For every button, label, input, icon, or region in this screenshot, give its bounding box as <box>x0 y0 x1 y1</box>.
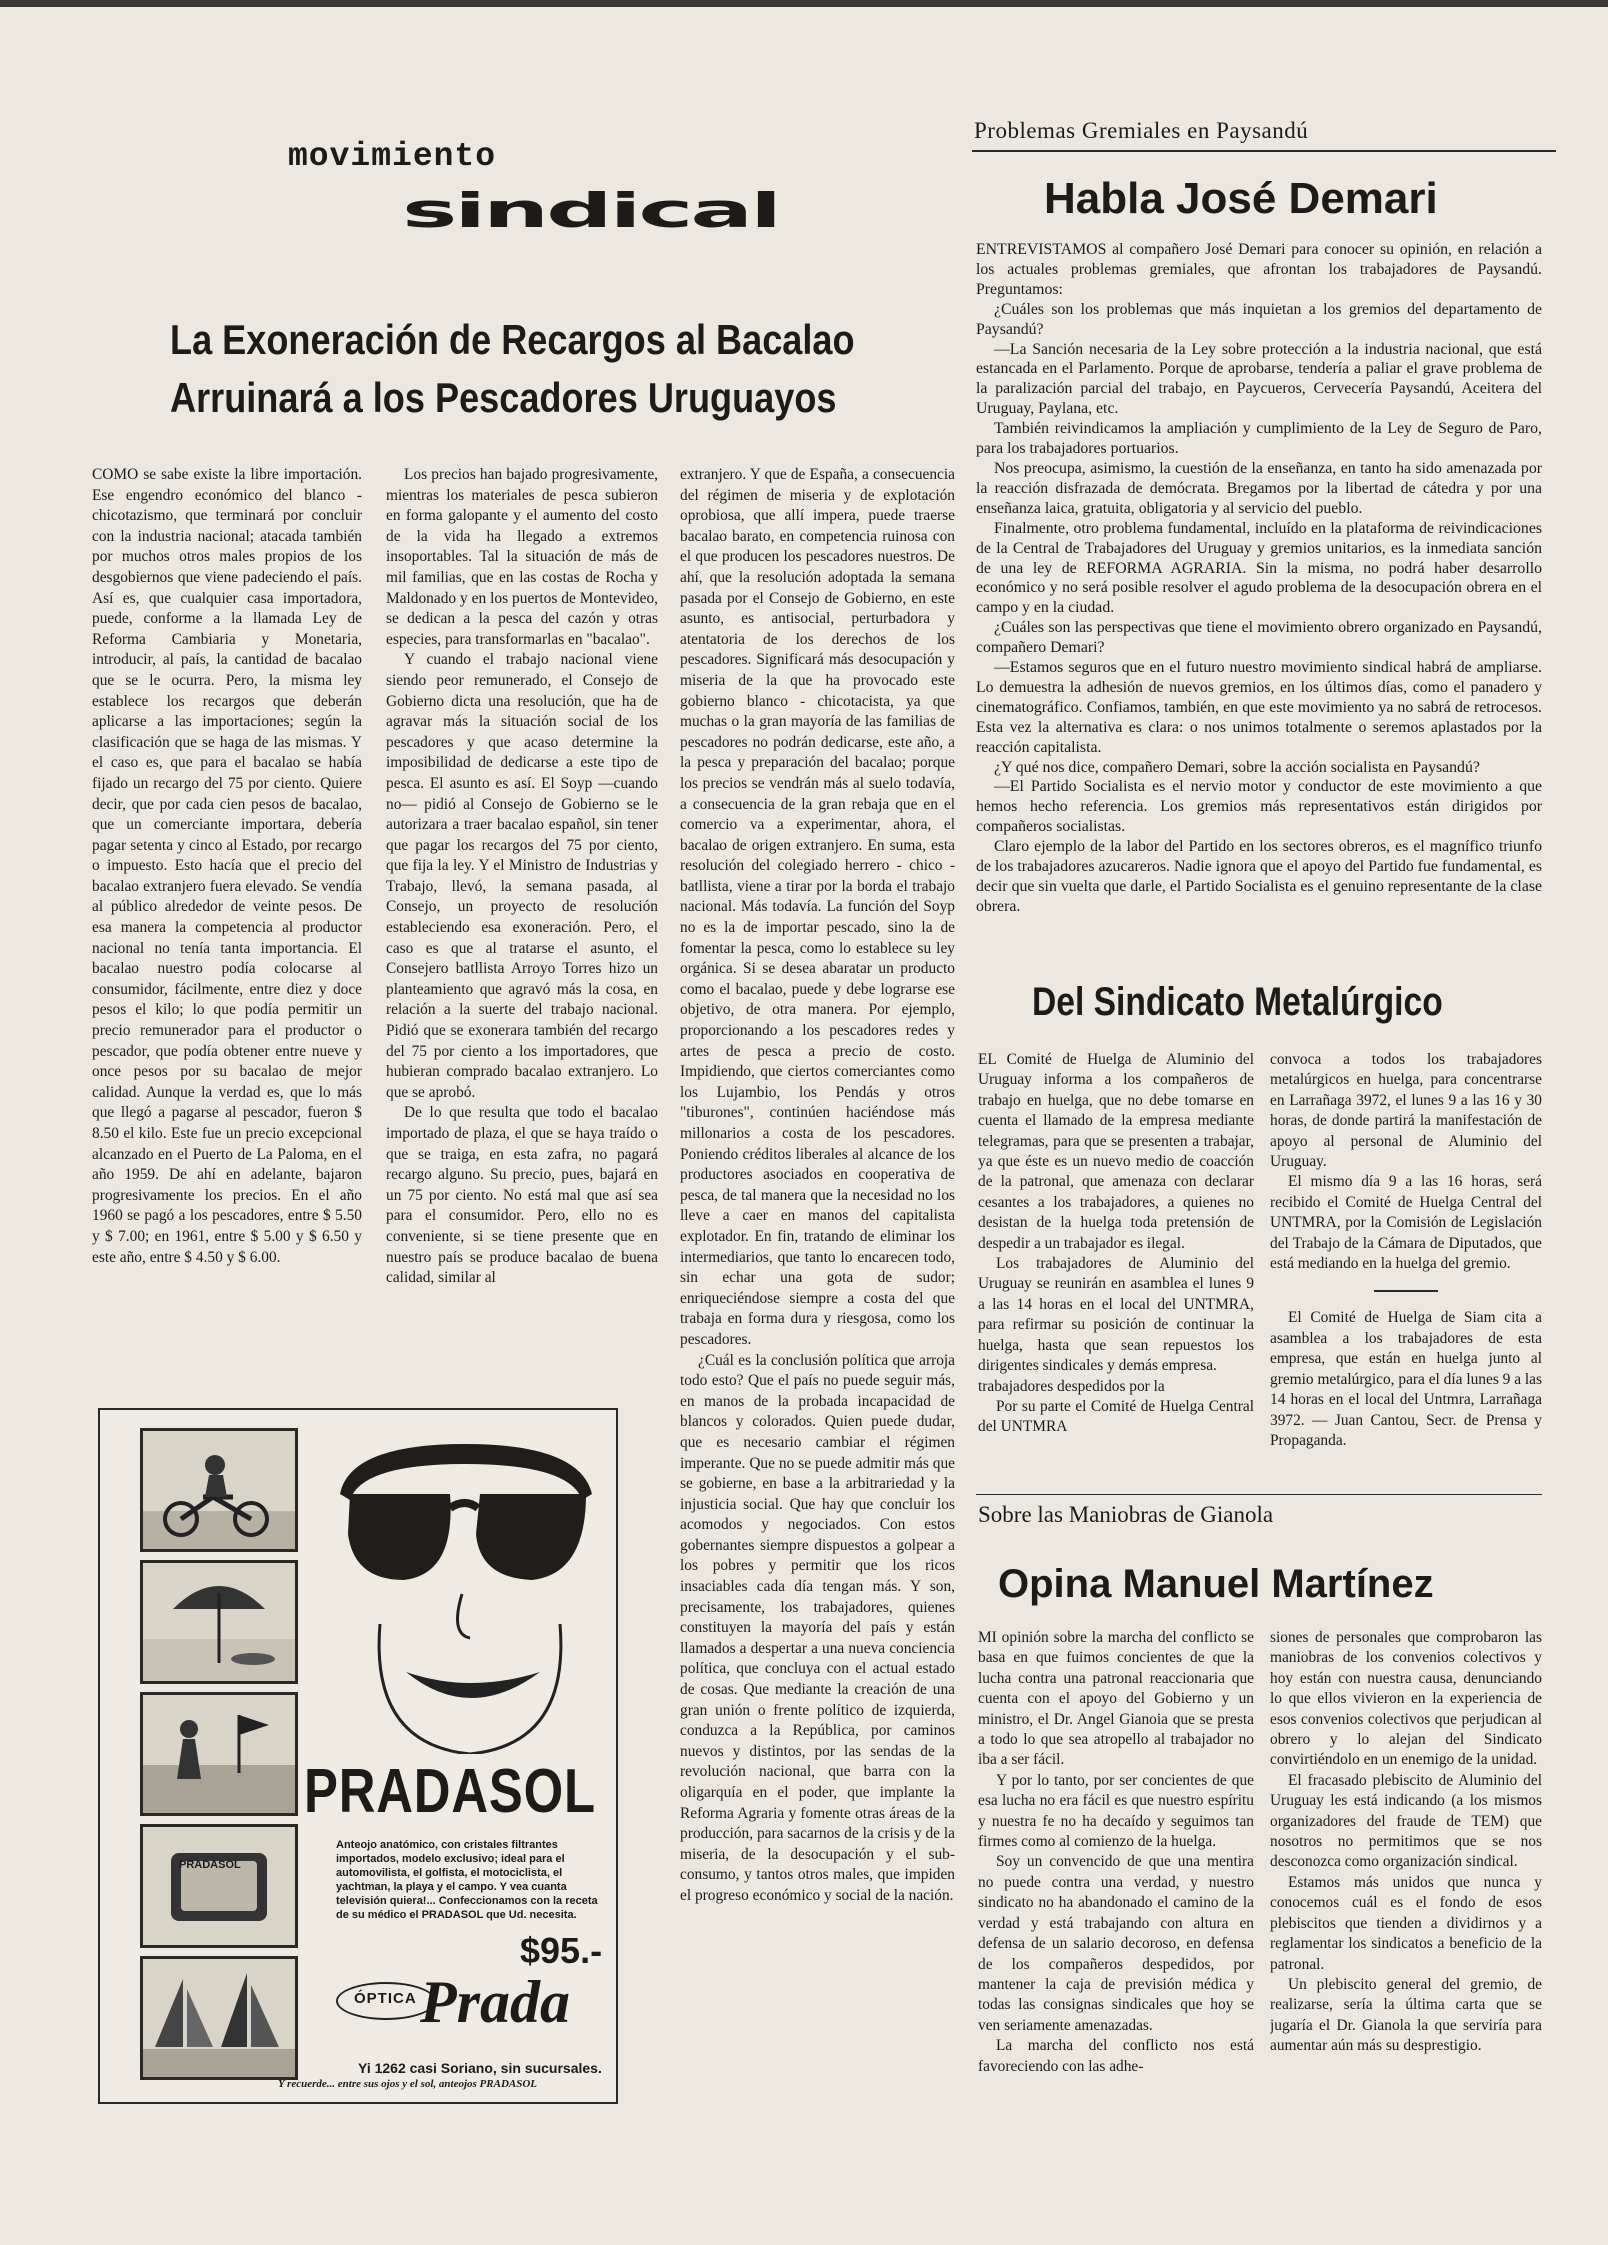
television-illustration <box>143 1827 295 1945</box>
ad-thumb-beach <box>140 1560 298 1684</box>
main-headline-line-1: La Exoneración de Recargos al Bacalao <box>170 316 855 363</box>
motorcycle-illustration <box>143 1431 295 1549</box>
metal-col2-paragraph: El Comité de Huelga de Siam cita a asamblea a los trabajadores de esta empresa, que están en huelga junto al gremio metalúrgico, para el día lunes 9 a las 14 horas en el local del Untmra, Larrañaga 3972. — Juan Cantou, Secr. de Prensa y Propaganda. <box>1270 1309 1542 1449</box>
demari-paragraph: ENTREVISTAMOS al compañero José Demari para conocer su opinión, en relación a los actuales problemas gremiales, que afrontan los trabajadores de Paysandú. Preguntamos: <box>976 241 1542 298</box>
top-edge-bar <box>0 0 1608 7</box>
pradasol-advertisement <box>98 1408 618 2104</box>
section-kicker: movimiento <box>288 138 497 175</box>
ad-optica-name: Prada <box>420 1969 570 2035</box>
martinez-article-col-1 <box>978 1628 1254 2128</box>
metal-article-col-1 <box>978 1050 1254 1490</box>
ad-address: Yi 1262 casi Soriano, sin sucursales. <box>358 2060 602 2076</box>
ad-tagline: Y recuerde... entre sus ojos y el sol, anteojos PRADASOL <box>278 2078 538 2090</box>
demari-paragraph: —Estamos seguros que en el futuro nuestro movimiento sindical habrá de ampliarse. Lo demuestra la adhesión de nuevos gremios, en los últimos días, como el panadero y cinematográfico. Confiamos, también, en que este movimiento ya no sabrá de retrocesos. Esta vez la alternativa es clara: o nos unimos totalmente o seremos aplastados por la reacción capitalista. <box>976 659 1542 756</box>
demari-kicker-rule <box>972 150 1556 152</box>
demari-paragraph: —La Sanción necesaria de la Ley sobre protección a la industria nacional, que está estancada en el Parlamento. Porque de aprobarse, tendería a paliar el grave problema de la paralización parcial del trabajo, en Paycueros, Cervecería Paysandú, Aceitera del Uruguay, Paylana, etc. <box>976 340 1542 418</box>
demari-kicker: Problemas Gremiales en Paysandú <box>974 118 1309 143</box>
martinez-headline: Opina Manuel Martínez <box>998 1562 1434 1606</box>
demari-paragraph: ¿Y qué nos dice, compañero Demari, sobre la acción socialista en Paysandú? <box>994 758 1480 776</box>
ad-brand: PRADASOL <box>304 1757 596 1826</box>
demari-paragraph: Claro ejemplo de la labor del Partido en los sectores obreros, es el magnífico triunfo de los trabajadores azucareros. Nadie ignora que el apoyo del Partido fue fundamental, es decir que sin vuelta que darle, el Partido Socialista es el genuino representante de la clase obrera. <box>976 838 1542 915</box>
martinez-col2-paragraph: El fracasado plebiscito de Aluminio del Uruguay les está indicando (a los mismos organizadores del fraude de TEM) que nosotros no permitimos que se nos desconozca como organización sindical. <box>1270 1771 1542 1871</box>
main-col3-paragraph: ¿Cuál es la conclusión política que arroja todo esto? Que el país no puede seguir más, en manos de la probada incapacidad de blancos y colorados. Quien puede dudar, que es necesario cambiar el régimen imperante. Que no se puede admitir más que se gobierne, en base a la arbitrariedad y la injusticia social. Que hay que concluir los acomodos y negociados. Con estos gobernantes siempre dispuestos a golpear a los pobres y permitir que los ricos insaciables cada día tengan más. Y son, precisamente, los trabajadores, quienes constituyen la mayoría del país y están llamados a despertar a una nueva conciencia política, que concluya con el actual estado de cosas. Que mediante la creación de una gran unión o frente político de izquierda, conduzca a la República, por caminos nuevos y distintos, por las sendas de la revolución nacional, que barra con la oligarquía en el poder, que implante la Reforma Agraria y fomente otras áreas de la producción, para sacarnos de la crisis y de la miseria, de la desocupación y el sub-consumo, y tantos otros males, que impiden el progreso económico y social de la nación. <box>680 1351 955 1904</box>
demari-paragraph: También reivindicamos la ampliación y cumplimiento de la Ley de Seguro de Paro, para los trabajadores portuarios. <box>976 420 1542 458</box>
martinez-col1-paragraph: MI opinión sobre la marcha del conflicto se basa en que fuimos concientes de que la lucha contra una patronal reaccionaria que cuenta con el apoyo del Gobierno y un ministro, el Dr. Angel Gianoia que se presta a todo lo que sea atropello al trabajador no iba a ser fácil. <box>978 1629 1254 1769</box>
martinez-top-rule <box>976 1494 1542 1495</box>
main-headline-line-2: Arruinará a los Pescadores Uruguayos <box>170 374 837 421</box>
ad-thumb-sign: PRADASOL <box>179 1859 241 1871</box>
ad-description: Anteojo anatómico, con cristales filtrantes importados, modelo exclusivo; ideal para el automovilista, el golfista, el motociclista, el yachtman, la playa y el campo. Y vea cuanta televisión quiera!... Confeccionamos con la receta de su médico el PRADASOL que Ud. necesita. <box>336 1839 598 1921</box>
ad-price: $95.- <box>520 1930 603 1971</box>
martinez-col2-paragraph: Estamos más unidos que nunca y conocemos cuál es el fondo de esos plebiscitos que tienden a dividirnos y a reglamentar los sindicatos a beneficio de la patronal. <box>1270 1873 1542 1973</box>
demari-headline: Habla José Demari <box>1044 174 1438 223</box>
main-article-col-3 <box>680 465 955 2135</box>
demari-paragraph: Nos preocupa, asimismo, la cuestión de la enseñanza, en tanto ha sido amenazada por la reacción disfrazada de demócrata. Bregamos por la libertad de cátedra y por una enseñanza laica, gratuita, obligatoria y al servicio del pueblo. <box>976 459 1542 517</box>
ad-thumb-sailboats <box>140 1956 298 2080</box>
golf-illustration <box>143 1695 295 1813</box>
martinez-col2-paragraph: Un plebiscito general del gremio, de realizarse, sería la última carta que se jugaría el Dr. Gianola la que serviría para aumentar aún más su desprestigio. <box>1270 1975 1542 2055</box>
demari-paragraph: Finalmente, otro problema fundamental, incluído en la plataforma de reivindicaciones de la Central de Trabajadores del Uruguay y gremios unitarios, es la inmediata sanción de una ley de REFORMA AGRARIA. Sin la misma, no podrá haber desarrollo económico y no será posible resolver el agudo problema de la desocupación obrera en el campo y en la ciudad. <box>976 519 1542 617</box>
martinez-col2-paragraph: siones de personales que comprobaron las maniobras de los convenios colectivos y hoy están con nuestra causa, denunciando lo que ellos vivieron en la experiencia de esos convenios colectivos que perjudican al obrero y lo alejan del Sindicato convirtiéndolo en un enemigo de la unidad. <box>1270 1629 1542 1769</box>
sailboats-illustration <box>143 1959 295 2077</box>
main-col1-paragraph: COMO se sabe existe la libre importación. Ese engendro económico del blanco - chicotazismo, que terminará por concluir con la industria nacional; atacada también por muchos otros males propios de los desgobiernos que viene padeciendo el país. Así es, que cualquier casa importadora, puede, conforme a la llamada Ley de Reforma Cambiaria y Monetaria, introducir, al país, la cantidad de bacalao que se le ocurra. Pero, la misma ley establece los recargos que deberán aplicarse a las importaciones; según la clasificación que se haga de las mismas. Y el caso es, que para el bacalao se había fijado un recargo del 75 por ciento. Quiere decir, que por cada cien pesos de bacalao, que un comerciante importara, debería pagar setenta y cinco al Estado, por recargo o impuesto. Esto hacía que el precio del bacalao extranjero fuera elevado. Se vendía al público alrededor de veinte pesos. De esa manera la competencia al productor nacional no tenía tanta importancia. El bacalao nuestro podía colocarse al consumidor, fácilmente, entre diez y doce pesos el kilo; lo que podía permitir un precio remunerador para el productor o pescador, que podía obtener entre nueve y once pesos por su bacalao de mejor calidad. Aunque la verdad es, que lo más que llegó a pagarse al pescador, fueron $ 8.50 el kilo. Este fue un precio excepcional alcanzado en el Puerto de La Paloma, en el año 1959. De ahí en adelante, bajaron progresivamente los precios. En el año 1960 se pagó a los pescadores, entre $ 5.50 y $ 7.00; en 1961, entre $ 5.00 y $ 6.50 y este año, entre $ 4.50 y $ 6.00. <box>92 466 362 1266</box>
main-col3-paragraph: extranjero. Y que de España, a consecuencia del régimen de miseria y de explotación oprobiosa, que allí impera, puede traerse bacalao barato, en competencia ruinosa con el que producen los pescadores nuestros. De ahí, que la resolución adoptada la semana pasada por el Consejo de Gobierno, en este asunto, es antisocial, perturbadora y atentatoria de los derechos de los pescadores. Significará más desocupación y miseria de la que ha provocado este gobierno blanco - chicotacista, ya que muchas o la gran mayoría de las familias de pescadores no podrán dedicarse, este año, a la pesca y preparación del bacalao; porque los precios se vendrán más al suelo todavía, a consecuencia de la gran rebaja que en el comercio va a experimentar, ahora, el bacalao de origen extranjero. En suma, esta resolución del colegiado herrero - chico - batllista, viene a tirar por la borda el trabajo nacional. Más todavía. La función del Soyp no es la de importar pescado, sino la de fomentar la pesca, como lo establece su ley orgánica. Si se desea abaratar un producto como el bacalao, puede y debe lograrse ese objetivo, de otra manera. Por ejemplo, proporcionando a los pescadores redes y artes de pesca a precio de costo. Impidiendo, que ciertos comerciantes como los Lujambio, los Pendás y otros "tiburones", continúen haciéndose más millonarios a costa de los pescadores. Poniendo créditos liberales al alcance de los productores asociados en cooperativa de pesca, de tal manera que la necesidad no los lleve a caer en manos del capitalista explotador. En fin, tratando de eliminar los intermediarios, que tanto lo encarecen todo, sin echar una gota de sudor; enriqueciéndose siempre a costa del que trabaja en forma dura y riesgosa, como los pescadores. <box>680 466 955 1348</box>
metal-col2-paragraph: El mismo día 9 a las 16 horas, será recibido el Comité de Huelga Central del UNTMRA, por la Comisión de Legislación del Trabajo de la Cámara de Diputados, que está mediando en la huelga del gremio. <box>1270 1173 1542 1273</box>
metal-headline: Del Sindicato Metalúrgico <box>1032 980 1443 1024</box>
metal-col1-paragraph: Los trabajadores de Aluminio del Uruguay se reunirán en asamblea el lunes 9 a las 14 horas en el local del UNTMRA, para refirmar su posición de continuar la huelga, hasta que sean repuestos los dirigentes sindicales y demás empresa. <box>978 1255 1254 1375</box>
demari-paragraph: ¿Cuáles son las perspectivas que tiene el movimiento obrero organizado en Paysandú, compañero Demari? <box>976 619 1542 657</box>
demari-paragraph: —El Partido Socialista es el nervio motor y conductor de este movimiento a que hemos hecho referencia. Los gremios más representativos están dirigidos por compañeros socialistas. <box>976 778 1542 836</box>
martinez-col1-paragraph: Soy un convencido de que una mentira no puede contra una verdad, y nuestro sindicato no ha abandonado el camino de la verdad y está trabajando con altura en defensa de un salario decoroso, en defensa de los compañeros despedidos, por mantener la caja de previsión médica y todas las consignas sindicales que hoy se ven seriamente amenazadas. <box>978 1853 1254 2034</box>
beach-umbrella-illustration <box>143 1563 295 1681</box>
martinez-article-col-2 <box>1270 1628 1542 2128</box>
section-title: sindical <box>402 184 779 239</box>
demari-paragraph: ¿Cuáles son los problemas que más inquietan a los gremios del departamento de Paysandú? <box>976 300 1542 338</box>
ad-optica-label: ÓPTICA <box>354 1990 417 2007</box>
martinez-col1-paragraph: Y por lo tanto, por ser concientes de que esa lucha no era fácil es que nuestro espíritu y nuestra fe no ha decaído y seguimos tan firmes como al comienzo de la huelga. <box>978 1771 1254 1851</box>
face-with-sunglasses-illustration <box>320 1424 610 1754</box>
metal-article-col-2 <box>1270 1050 1542 1490</box>
metal-col1-paragraph: trabajadores despedidos por la <box>978 1377 1165 1395</box>
metal-col2-paragraph: convoca a todos los trabajadores metalúrgicos en huelga, para concentrarse en Larrañaga 3972, el lunes 9 a las 16 y 30 horas, de donde partirá la manifestación de apoyo al personal de Aluminio del Uruguay. <box>1270 1051 1542 1171</box>
main-col2-paragraph: De lo que resulta que todo el bacalao importado de plaza, el que se haya traído o que se traiga, en esta zafra, no pagará recargo alguno. Su precio, pues, bajará en un 75 por ciento. No está mal que así sea para el consumidor. Pero, ello no es conveniente, si se tiene presente que en nuestro país se produce bacalao de buena calidad, similar al <box>386 1104 658 1287</box>
demari-article-body <box>976 240 1542 958</box>
main-article-col-1 <box>92 465 362 1365</box>
main-article-col-2 <box>386 465 658 1385</box>
main-col2-paragraph: Y cuando el trabajo nacional viene siendo peor remunerado, el Consejo de Gobierno dicta una resolución, que ha de agravar más la situación social de los pescadores y que acaso determine la imposibilidad de dedicarse a este tipo de pesca. El asunto es así. El Soyp —cuando no— pidió al Consejo de Gobierno se le autorizara a traer bacalao español, sin tener que pagar los recargos del 75 por ciento, que fija la ley. Y el Ministro de Industrias y Trabajo, llevó, la semana pasada, al Consejo, un proyecto de resolución estableciendo esa exoneración. Pero, el caso es que al tratarse el asunto, el Consejero batllista Arroyo Torres hizo un planteamiento que agravó más la cosa, en relación a la suerte del trabajo nacional. Pidió que se exonerara también del recargo del 75 por ciento a los importadores, que hubieran comprado bacalao extranjero. Lo que se aprobó. <box>386 651 658 1101</box>
ad-thumb-motorcycle <box>140 1428 298 1552</box>
ad-thumb-television <box>140 1824 298 1948</box>
martinez-kicker: Sobre las Maniobras de Gianola <box>978 1502 1274 1527</box>
metal-col1-paragraph: EL Comité de Huelga de Aluminio del Uruguay informa a los compañeros de trabajo en huelga, que no debe tomarse en cuenta el llamado de la empresa mediante telegramas, para que se presenten a trabajar, ya que éste es un nuevo medio de coacción de la patronal, que amenaza con declarar cesantes a los trabajadores, a quienes no desistan de la huelga toda pretensión de despedir a un trabajador es ilegal. <box>978 1051 1254 1252</box>
metal-col1-paragraph: Por su parte el Comité de Huelga Central del UNTMRA <box>978 1397 1254 1436</box>
ad-thumb-golf <box>140 1692 298 1816</box>
metal-separator-rule <box>1374 1290 1438 1292</box>
martinez-col1-paragraph: La marcha del conflicto nos está favoreciendo con las adhe- <box>978 2037 1254 2075</box>
main-col2-paragraph: Los precios han bajado progresivamente, mientras los materiales de pesca subieron en forma galopante y el aumento del costo de la vida ha llegado a extremos insoportables. Tal la situación de más de mil familias, que en las costas de Rocha y Maldonado y en los puertos de Montevideo, se dedican a la pesca del cazón y otras especies, para transformarlas en "bacalao". <box>386 466 658 648</box>
